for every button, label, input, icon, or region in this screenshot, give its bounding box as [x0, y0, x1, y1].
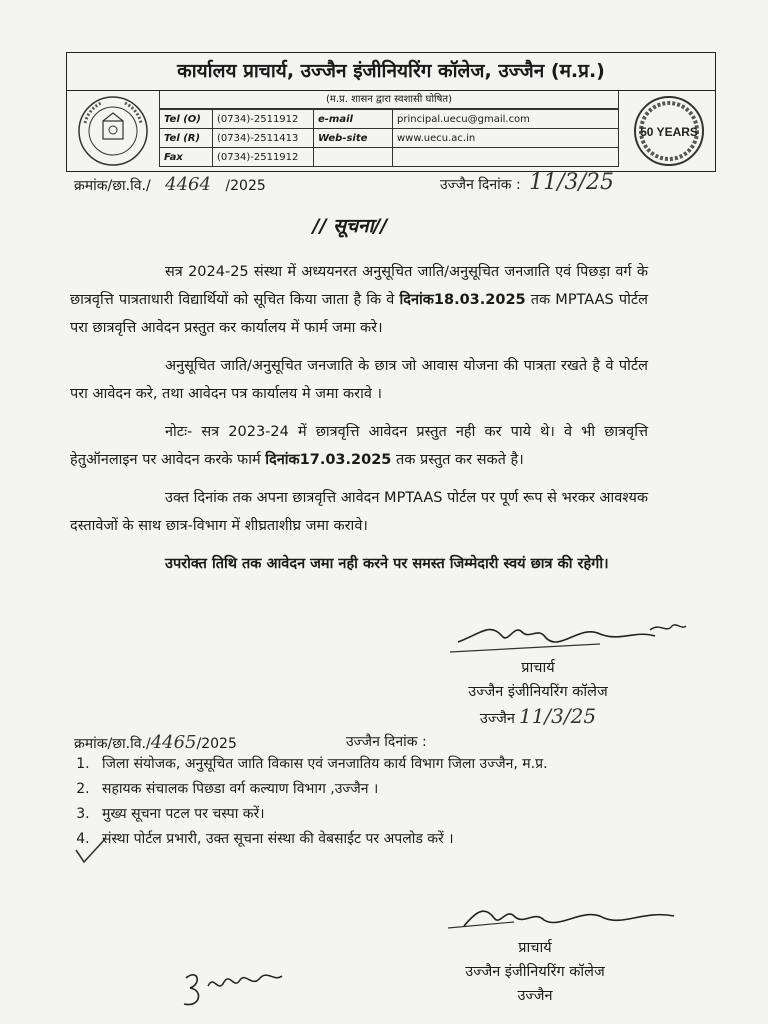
list-item: 2. सहायक संचालक पिछडा वर्ग कल्याण विभाग ,उज्जैन । — [94, 777, 694, 802]
principal-signature-1 — [450, 612, 690, 660]
golden-jubilee-logo — [625, 93, 713, 169]
contact-label: Web-site — [314, 129, 393, 148]
contact-label: e-mail — [314, 110, 393, 129]
paragraph-text: तक MPTAAS पोर्टल परा छात्रवृत्ति आवेदन प्रस्तुत कर कार्यालय में फार्म जमा करे। — [70, 292, 648, 336]
contact-label: Tel (R) — [160, 129, 213, 148]
ref-number-handwritten: 4464 — [165, 174, 211, 195]
deadline-date: दिनांक18.03.2025 — [399, 292, 526, 308]
city: उज्जैन — [479, 711, 515, 727]
ref-year: /2025 — [196, 736, 237, 752]
paragraph-text: सत्र 2024-25 संस्था में अध्ययनरत अनुसूचित जाति/अनुसूचित जनजाति एवं पिछड़ा वर्ग के छात्रवृत्ति पात्रताधारी विद्यार्थियों को सूचित किया जाता है कि वे — [70, 264, 648, 308]
city-date — [438, 704, 638, 731]
college-name: उज्जैन इंजीनियरिंग कॉलेज — [465, 964, 605, 980]
office-title: कार्यालय प्राचार्य, उज्जैन इंजीनियरिंग कॉलेज, उज्जैन (म.प्र.) — [67, 53, 715, 91]
date-handwritten: 11/3/25 — [518, 704, 597, 728]
date-handwritten: 11/3/25 — [529, 170, 614, 195]
check-mark-icon — [74, 836, 108, 866]
list-item: 3. मुख्य सूचना पटल पर चस्पा करें। — [94, 802, 694, 827]
reference-line-2 — [74, 732, 237, 753]
list-item: 4. संस्था पोर्टल प्रभारी, उक्त सूचना संस्था की वेबसाईट पर अपलोड करें । — [94, 827, 694, 852]
paragraph-text: तक प्रस्तुत कर सकते है। — [391, 452, 524, 468]
contact-value: www.uecu.ac.in — [393, 129, 619, 148]
ref-number-handwritten: 4465 — [150, 732, 197, 753]
contact-label — [314, 148, 393, 167]
college-name: उज्जैन इंजीनियरिंग कॉलेज — [468, 684, 608, 700]
contact-row — [160, 129, 619, 148]
paragraph-5: उपरोक्त तिथि तक आवेदन जमा नही करने पर समस्त जिम्मेदारी स्वयं छात्र की रहेगी। — [165, 556, 609, 572]
contact-label: Fax — [160, 148, 213, 167]
contact-row — [160, 148, 619, 167]
deadline-date: दिनांक17.03.2025 — [265, 452, 392, 468]
autonomous-subtitle: (म.प्र. शासन द्वारा स्वशासी घोषित) — [159, 91, 619, 109]
contact-row — [160, 110, 619, 129]
contact-value: principal.uecu@gmail.com — [393, 110, 619, 129]
principal-signature-2 — [444, 896, 684, 938]
contact-value: (0734)-2511413 — [213, 129, 314, 148]
reference-line — [74, 174, 266, 195]
paragraph-4: उक्त दिनांक तक अपना छात्रवृत्ति आवेदन MPTAAS पोर्टल पर पूर्ण रूप से भरकर आवश्यक दस्तावेजों के साथ छात्र-विभाग में शीघ्रताशीघ्र जमा करावे। — [70, 490, 648, 534]
paragraph-2: अनुसूचित जाति/अनुसूचित जनजाति के छात्र जो आवास योजना की पात्रता रखते है वे पोर्टल परा आवेदन करे, तथा आवेदन पत्र कार्यालय मे जमा करावे । — [70, 358, 648, 402]
signature-block-1 — [438, 656, 638, 731]
college-logo — [71, 93, 155, 169]
date-label: उज्जैन दिनांक : — [440, 177, 521, 193]
date-line — [440, 170, 614, 195]
contact-value: (0734)-2511912 — [213, 110, 314, 129]
designation: प्राचार्य — [518, 940, 552, 956]
city: उज्जैन — [517, 988, 553, 1004]
ref-year: /2025 — [225, 178, 266, 194]
paragraph-text: नोटः- सत्र 2023-24 में छात्रवृत्ति आवेदन प्रस्तुत नही कर पाये थे। वे भी छात्रवृत्ति हेतुऑनलाइन पर आवेदन करके फार्म — [70, 424, 648, 468]
contact-label: Tel (O) — [160, 110, 213, 129]
date-label-2: उज्जैन दिनांक : — [346, 734, 427, 750]
ref-prefix: क्रमांक/छा.वि./ — [74, 178, 151, 194]
contact-table — [159, 109, 619, 167]
letterhead — [66, 52, 716, 172]
list-item: 1. जिला संयोजक, अनुसूचित जाति विकास एवं जनजातिय कार्य विभाग जिला उज्जैन, म.प्र. — [94, 752, 694, 777]
notice-heading: // सूचना// — [312, 215, 388, 237]
initials-signature — [178, 960, 288, 1016]
distribution-list — [70, 752, 694, 852]
paragraph-3 — [70, 418, 648, 474]
paragraph-1 — [70, 258, 648, 342]
jubilee-text: 50 YEARS — [640, 125, 698, 139]
contact-value: (0734)-2511912 — [213, 148, 314, 167]
ref-prefix: क्रमांक/छा.वि./ — [74, 736, 151, 752]
contact-value — [393, 148, 619, 167]
designation: प्राचार्य — [521, 660, 555, 676]
signature-block-2 — [440, 936, 630, 1008]
